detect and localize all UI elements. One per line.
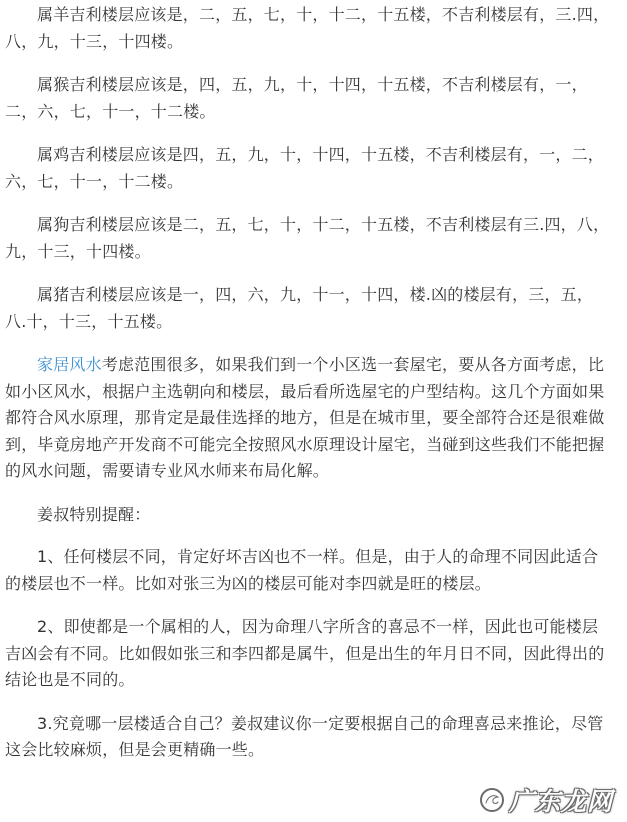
paragraph-pig: 属猪吉利楼层应该是一，四，六，九，十一，十四，楼.凶的楼层有，三，五，八.十，十三，十五楼。 — [5, 285, 594, 331]
home-fengshui-text: 考虑范围很多，如果我们到一个小区选一套屋宅，要从各方面考虑，比如小区风水，根据户主选朝向和楼层，最后看所选屋宅的户型结构。这几个方面如果都符合风水原理，那肯定是最佳选择的地方，但是在城市里，要全部符合还是很难做到，毕竟房地产开发商不可能完全按照风水原理设计屋宅，当碰到这些我们不能把握的风水问题，需要请专业风水师来布局化解。 — [5, 355, 605, 480]
paragraph-dog: 属狗吉利楼层应该是二，五，七，十，十二，十五楼，不吉利楼层有三.四，八，九，十三，十四楼。 — [5, 215, 610, 261]
paragraph-home-fengshui — [5, 352, 612, 485]
home-fengshui-link[interactable]: 家居风水 — [37, 355, 102, 374]
watermark — [479, 782, 613, 818]
watermark-text: 广东龙网 — [508, 787, 613, 816]
reminder-item-1: 1、任何楼层不同，肯定好坏吉凶也不一样。但是，由于人的命理不同因此适合的楼层也不一样。比如对张三为凶的楼层可能对李四就是旺的楼层。 — [5, 547, 599, 593]
reminder-item-3: 3.究竟哪一层楼适合自己？姜叔建议你一定要根据自己的命理喜忌来推论，尽管这会比较麻烦，但是会更精确一些。 — [5, 713, 604, 759]
paragraph-sheep: 属羊吉利楼层应该是，二，五，七，十，十二，十五楼，不吉利楼层有，三.四，八，九，十三，十四楼。 — [5, 5, 610, 51]
paragraph-monkey: 属猴吉利楼层应该是，四，五，九，十，十四，十五楼，不吉利楼层有，一，二，六，七，十一，十二楼。 — [5, 75, 588, 121]
reminder-item-2: 2、即使都是一个属相的人，因为命理八字所含的喜忌不一样，因此也可能楼层吉凶会有不同。比如假如张三和李四都是属牛，但是出生的年月日不同，因此得出的结论也是不同的。 — [5, 617, 605, 689]
reminder-heading: 姜叔特别提醒： — [37, 504, 151, 524]
dragon-logo-icon — [479, 787, 505, 813]
article-body — [5, 2, 612, 781]
paragraph-rooster: 属鸡吉利楼层应该是四，五，九，十，十四，十五楼，不吉利楼层有，一，二，六，七，十一，十二楼。 — [5, 145, 605, 191]
